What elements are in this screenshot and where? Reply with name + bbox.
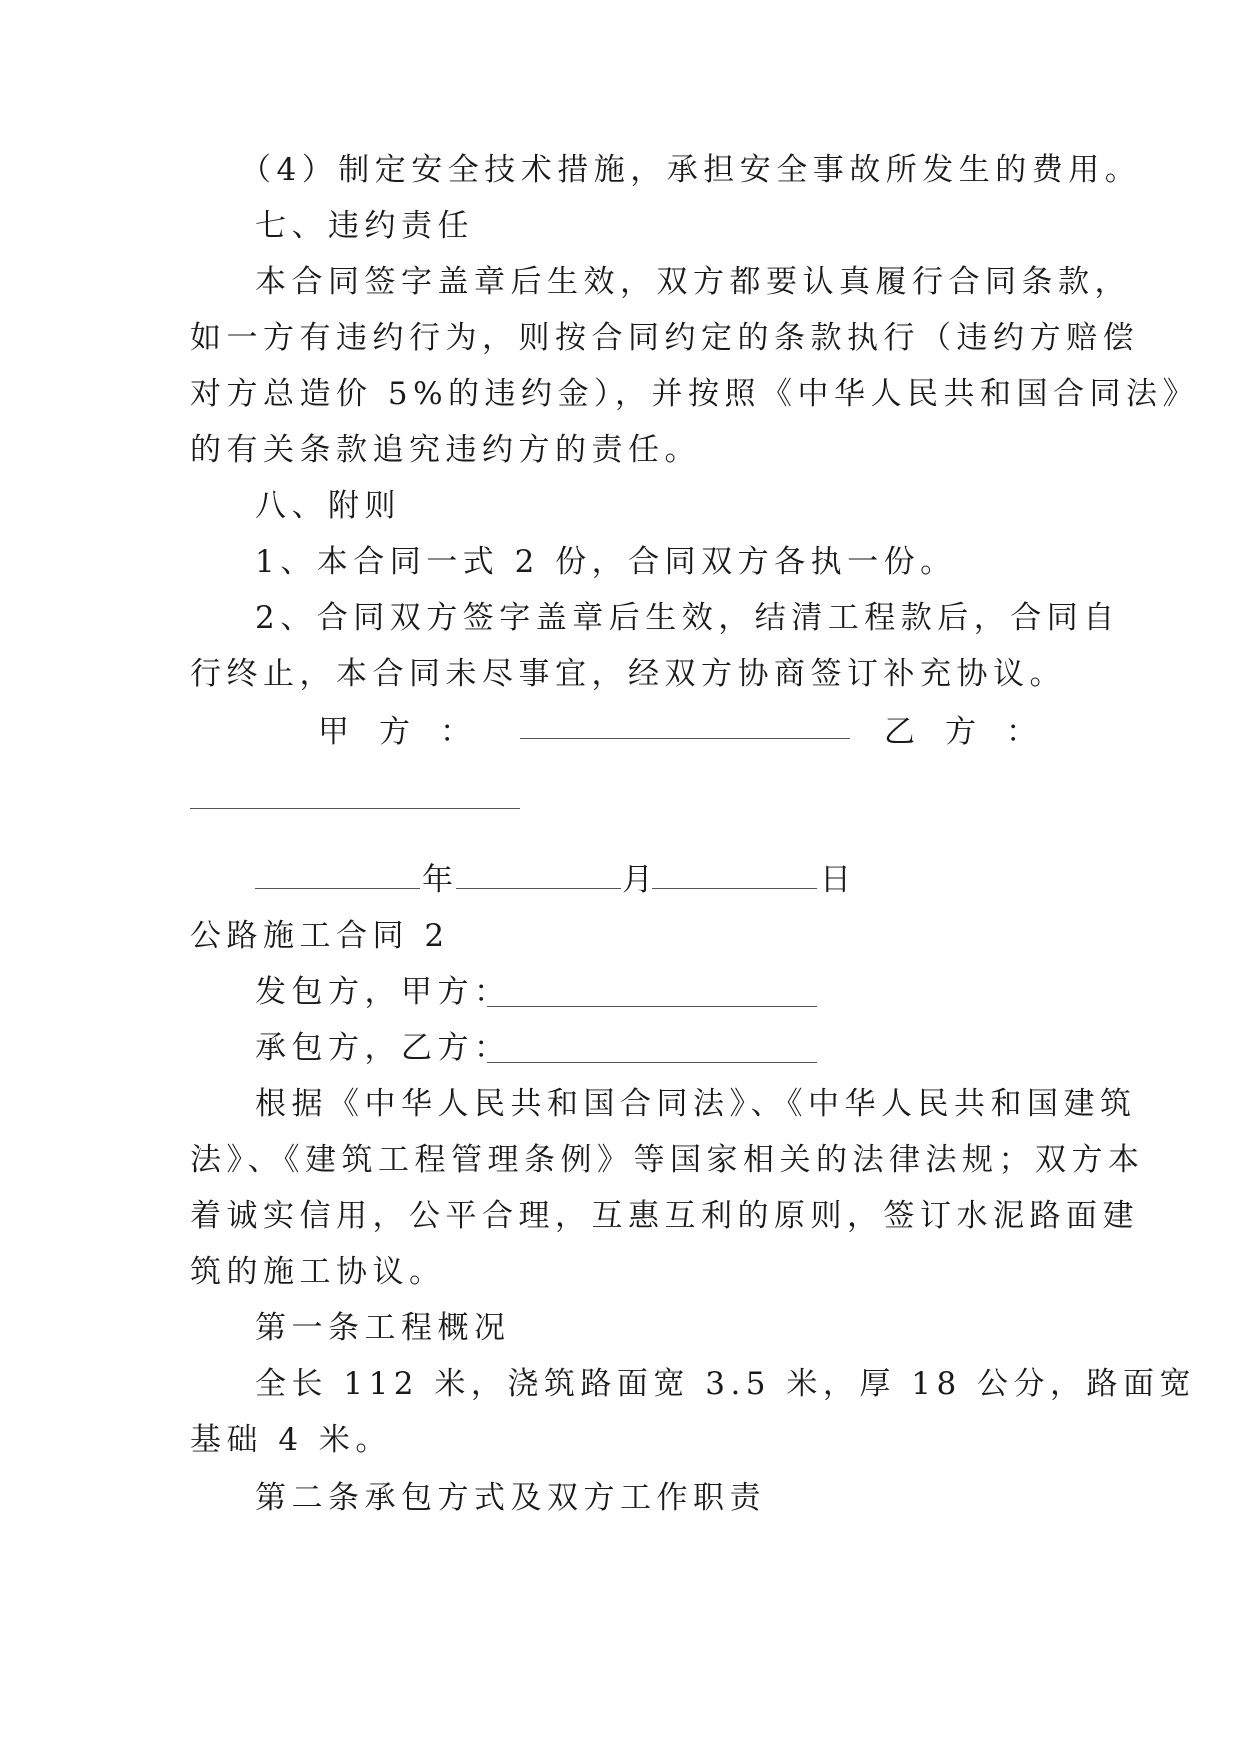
paragraph-line: 对方总造价 5%的违约金），并按照《中华人民共和国合同法》 [190,376,1200,412]
paragraph-line: 2、合同双方签字盖章后生效，结清工程款后，合同自 [255,600,1120,636]
date-day-blank [652,888,817,889]
paragraph-line: 1、本合同一式 2 份，合同双方各执一份。 [255,544,957,580]
party-a-signature-blank [520,738,850,739]
party-b-signature-label: 乙方： [884,714,1067,750]
paragraph-line: 本合同签字盖章后生效，双方都要认真履行合同条款， [255,264,1131,300]
party-b-signature-blank [190,808,520,809]
contract-title: 公路施工合同 2 [190,918,450,954]
employer-blank [487,1006,817,1007]
date-day-label: 日 [820,862,857,898]
section-heading: 七、违约责任 [255,208,474,244]
party-a-signature-label: 甲方： [318,714,501,750]
date-month-label: 月 [622,862,659,898]
paragraph-line: 的有关条款追究违约方的责任。 [190,432,701,468]
section-heading: 八、附则 [255,488,401,524]
paragraph-line: 着诚实信用，公平合理，互惠互利的原则，签订水泥路面建 [190,1198,1139,1234]
article-heading: 第一条工程概况 [255,1310,511,1346]
employer-label: 发包方，甲方： [255,974,511,1010]
contractor-blank [487,1062,817,1063]
date-year-blank [255,888,420,889]
article-heading: 第二条承包方式及双方工作职责 [255,1480,766,1516]
paragraph-line: 行终止，本合同未尽事宜，经双方协商签订补充协议。 [190,656,1066,692]
paragraph-line: 如一方有违约行为，则按合同约定的条款执行（违约方赔偿 [190,320,1139,356]
paragraph-line: 全长 112 米，浇筑路面宽 3.5 米，厚 18 公分，路面宽 [255,1366,1197,1402]
paragraph-line: （4）制定安全技术措施，承担安全事故所发生的费用。 [240,152,1142,188]
date-year-label: 年 [422,862,459,898]
paragraph-line: 基础 4 米。 [190,1422,392,1458]
date-month-blank [456,888,621,889]
contractor-label: 承包方，乙方： [255,1030,511,1066]
paragraph-line: 筑的施工协议。 [190,1254,446,1290]
paragraph-line: 根据《中华人民共和国合同法》、《中华人民共和国建筑 [255,1086,1137,1122]
paragraph-line: 法》、《建筑工程管理条例》等国家相关的法律法规；双方本 [190,1142,1145,1178]
